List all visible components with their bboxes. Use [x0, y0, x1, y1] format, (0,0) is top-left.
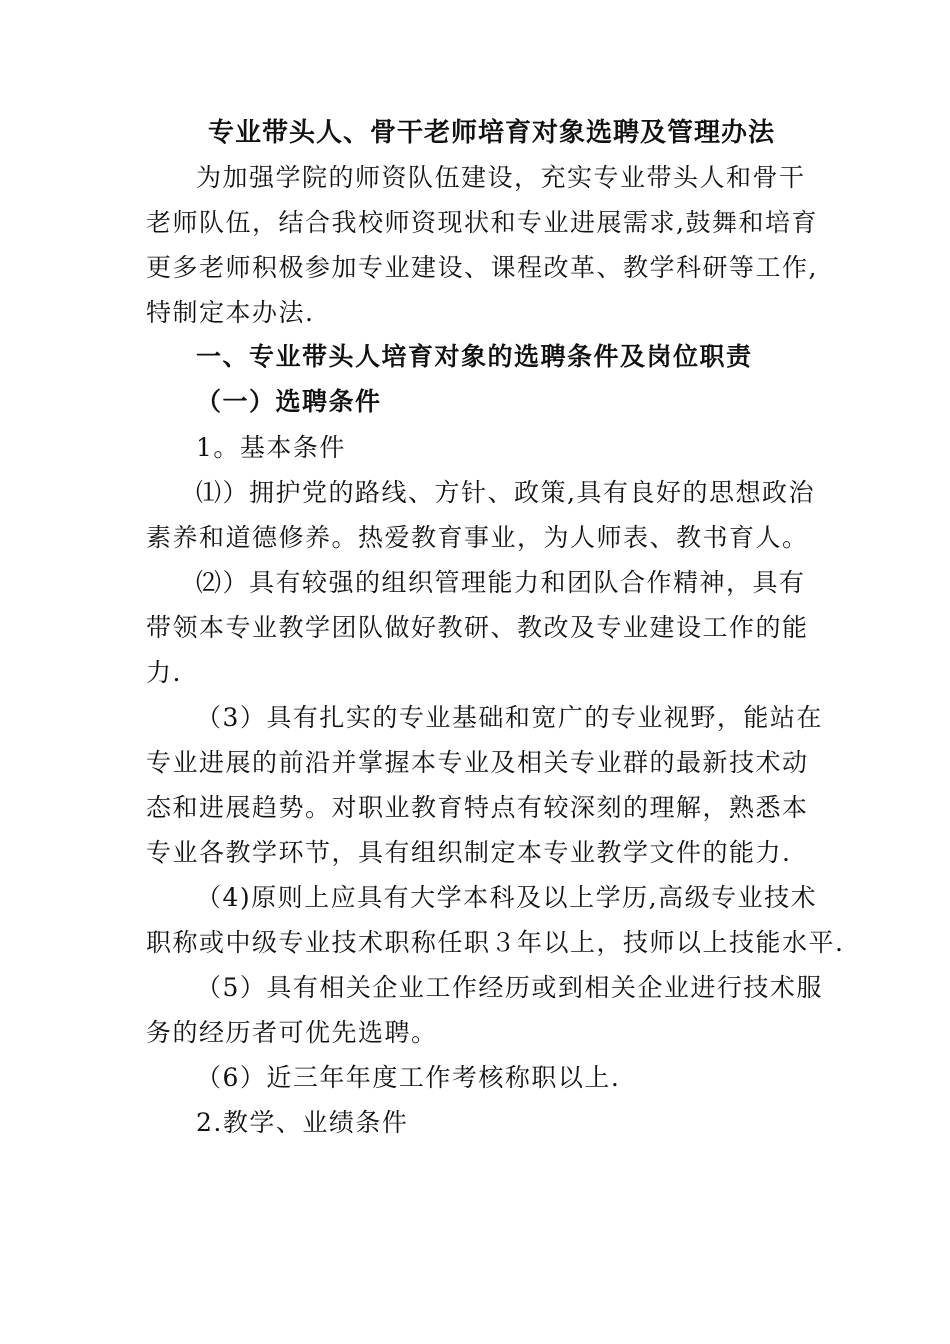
document-title: 专业带头人、骨干老师培育对象选聘及管理办法	[208, 118, 776, 148]
condition6-line-1: （6）近三年年度工作考核称职以上.	[196, 1063, 621, 1092]
condition4-line-2: 职称或中级专业技术职称任职３年以上，技师以上技能水平.	[146, 928, 845, 957]
condition3-line-4: 专业各教学环节，具有组织制定本专业教学文件的能力.	[146, 838, 792, 867]
intro-line-1: 为加强学院的师资队伍建设，充实专业带头人和骨干	[196, 163, 806, 192]
intro-line-2: 老师队伍，结合我校师资现状和专业进展需求,鼓舞和培育	[146, 208, 818, 237]
condition2-line-2: 带领本专业教学团队做好教研、教改及专业建设工作的能	[146, 613, 809, 642]
condition3-line-3: 态和进展趋势。对职业教育特点有较深刻的理解，熟悉本	[146, 793, 809, 822]
condition5-line-2: 务的经历者可优先选聘。	[146, 1018, 438, 1047]
condition5-line-1: （5）具有相关企业工作经历或到相关企业进行技术服	[196, 973, 823, 1002]
item2-heading: 2.教学、业绩条件	[196, 1108, 409, 1137]
condition2-line-1: ⑵）具有较强的组织管理能力和团队合作精神，具有	[196, 568, 806, 597]
condition2-line-3: 力.	[146, 658, 182, 687]
intro-line-3: 更多老师积极参加专业建设、课程改革、教学科研等工作,	[146, 253, 818, 282]
condition1-line-1: ⑴）拥护党的路线、方针、政策,具有良好的思想政治	[196, 478, 815, 507]
condition1-line-2: 素养和道德修养。热爱教育事业，为人师表、教书育人。	[146, 523, 809, 552]
condition4-line-1: （4)原则上应具有大学本科及以上学历,高级专业技术	[196, 883, 818, 912]
intro-line-4: 特制定本办法.	[146, 298, 315, 327]
section1-heading: 一、专业带头人培育对象的选聘条件及岗位职责	[196, 342, 753, 371]
subsection1-heading: （一）选聘条件	[196, 387, 382, 416]
condition3-line-2: 专业进展的前沿并掌握本专业及相关专业群的最新技术动	[146, 748, 809, 777]
condition3-line-1: （3）具有扎实的专业基础和宽广的专业视野，能站在	[196, 703, 823, 732]
item1-heading: 1。基本条件	[196, 433, 346, 462]
